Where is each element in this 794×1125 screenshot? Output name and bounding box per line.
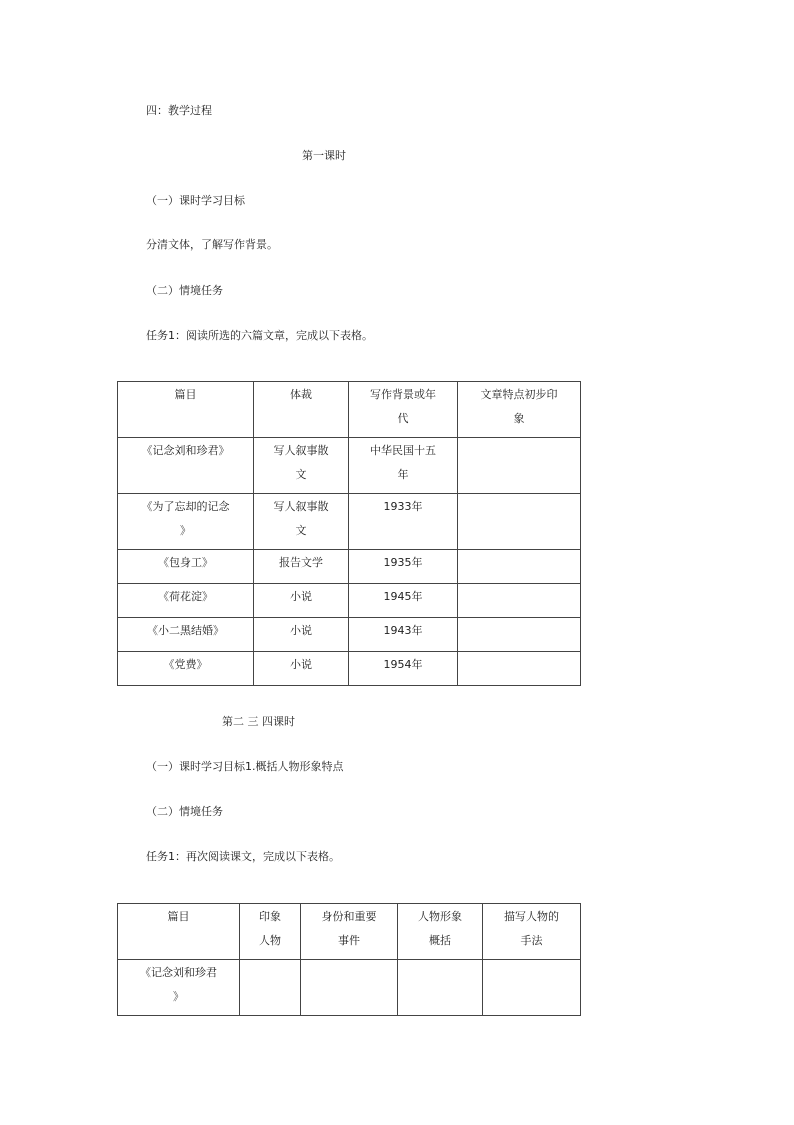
header-cell: 人物形象 概括: [398, 904, 483, 960]
table-cell: 小说: [254, 584, 349, 618]
table-cell: [458, 438, 581, 494]
lesson1-title: 第一课时: [302, 149, 346, 162]
table-cell: 小说: [254, 618, 349, 652]
table-header-row: [118, 382, 581, 438]
table-cell: 《包身工》: [118, 550, 254, 584]
table-cell: 中华民国十五 年: [349, 438, 458, 494]
table-cell: 1945年: [349, 584, 458, 618]
header-cell: 描写人物的 手法: [483, 904, 581, 960]
table-cell: 1935年: [349, 550, 458, 584]
table-cell: [240, 960, 301, 1016]
table-row: [118, 584, 581, 618]
table-cell: [398, 960, 483, 1016]
table-cell: 1954年: [349, 652, 458, 686]
table-cell: 写人叙事散 文: [254, 438, 349, 494]
table-row: [118, 438, 581, 494]
table-row: [118, 652, 581, 686]
lesson2-task-heading: （二）情境任务: [146, 805, 223, 818]
section-heading: 四：教学过程: [146, 104, 212, 117]
table-articles-overview: [117, 381, 581, 686]
table-cell: 1933年: [349, 494, 458, 550]
table-character-analysis: [117, 903, 581, 1016]
table-cell: [458, 618, 581, 652]
table-row: [118, 550, 581, 584]
header-cell: 篇目: [118, 382, 254, 438]
lesson2-title: 第二 三 四课时: [222, 715, 295, 728]
table-row: [118, 618, 581, 652]
table-header-row: [118, 904, 581, 960]
table-row: [118, 960, 581, 1016]
lesson1-task-heading: （二）情境任务: [146, 284, 223, 297]
header-cell: 印象 人物: [240, 904, 301, 960]
table-cell: 《党费》: [118, 652, 254, 686]
header-cell: 身份和重要 事件: [301, 904, 398, 960]
table-cell: [483, 960, 581, 1016]
lesson1-objective-heading: （一）课时学习目标: [146, 194, 245, 207]
table-row: [118, 494, 581, 550]
table-cell: [458, 584, 581, 618]
lesson1-objective-text: 分清文体，了解写作背景。: [146, 238, 278, 251]
table-cell: 写人叙事散 文: [254, 494, 349, 550]
header-cell: 篇目: [118, 904, 240, 960]
table-cell: [301, 960, 398, 1016]
header-cell: 写作背景或年 代: [349, 382, 458, 438]
table-cell: 《记念刘和珍君 》: [118, 960, 240, 1016]
table-cell: 《小二黑结婚》: [118, 618, 254, 652]
lesson2-objective-heading: （一）课时学习目标1.概括人物形象特点: [146, 760, 344, 773]
table-cell: [458, 652, 581, 686]
table-cell: 1943年: [349, 618, 458, 652]
table-cell: 小说: [254, 652, 349, 686]
table-cell: 《为了忘却的记念 》: [118, 494, 254, 550]
table-cell: 《记念刘和珍君》: [118, 438, 254, 494]
lesson1-task-text: 任务1：阅读所选的六篇文章，完成以下表格。: [146, 329, 373, 342]
header-cell: 文章特点初步印 象: [458, 382, 581, 438]
table-cell: 《荷花淀》: [118, 584, 254, 618]
lesson2-task-text: 任务1：再次阅读课文，完成以下表格。: [146, 850, 340, 863]
header-cell: 体裁: [254, 382, 349, 438]
table-cell: 报告文学: [254, 550, 349, 584]
table-cell: [458, 494, 581, 550]
table-cell: [458, 550, 581, 584]
